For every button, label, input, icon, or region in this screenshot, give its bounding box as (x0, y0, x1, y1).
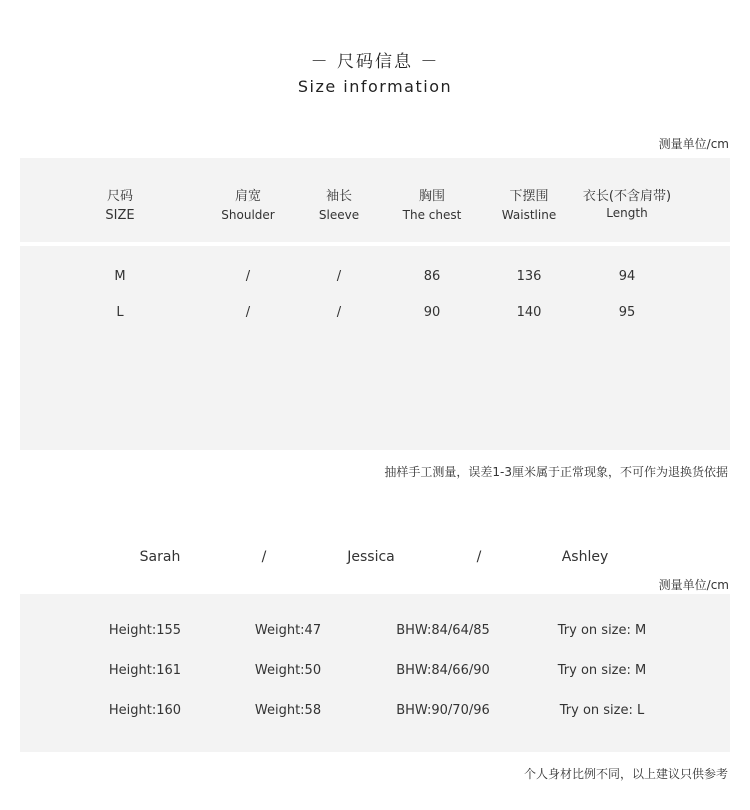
model-name-sarah: Sarah (139, 549, 181, 565)
cell-sleeve: / (336, 269, 342, 284)
col-shoulder-en: Shoulder (221, 208, 275, 222)
model-name-ashley: Ashley (561, 549, 609, 565)
cell-weight: Weight:50 (254, 663, 322, 678)
cell-try-on-size: Try on size: M (557, 663, 647, 678)
model-name-separator: / (476, 549, 482, 565)
cell-chest: 86 (423, 269, 441, 284)
model-unit-label: 测量单位/cm (658, 578, 729, 592)
table-row (0, 703, 750, 723)
col-chest-zh: 胸围 (418, 189, 445, 204)
cell-shoulder: / (245, 305, 251, 320)
col-size-en: SIZE (105, 208, 135, 223)
col-size-zh: 尺码 (106, 189, 133, 204)
col-chest-en: The chest (402, 208, 462, 222)
cell-size: L (116, 305, 124, 320)
cell-length: 95 (618, 305, 636, 320)
cell-try-on-size: Try on size: M (557, 623, 647, 638)
cell-try-on-size: Try on size: L (559, 703, 645, 718)
col-length-zh: 衣长(不含肩带) (582, 189, 672, 204)
col-sleeve-zh: 袖长 (325, 189, 352, 204)
cell-waistline: 140 (516, 305, 542, 320)
table-row (0, 305, 750, 325)
cell-shoulder: / (245, 269, 251, 284)
model-name-separator: / (261, 549, 267, 565)
cell-sleeve: / (336, 305, 342, 320)
table-row (0, 269, 750, 289)
cell-bhw: BHW:84/64/85 (396, 623, 490, 638)
cell-height: Height:160 (108, 703, 182, 718)
section-title-zh: － 尺码信息 － (310, 52, 440, 72)
reference-note: 个人身材比例不同，以上建议只供参考 (523, 767, 728, 781)
cell-bhw: BHW:84/66/90 (396, 663, 490, 678)
cell-height: Height:155 (108, 623, 182, 638)
cell-length: 94 (618, 269, 636, 284)
model-name-jessica: Jessica (347, 549, 395, 565)
cell-size: M (114, 269, 126, 284)
section-title-en: Size information (297, 77, 453, 96)
table-row (0, 623, 750, 643)
cell-bhw: BHW:90/70/96 (396, 703, 490, 718)
cell-weight: Weight:58 (254, 703, 322, 718)
col-waistline-en: Waistline (501, 208, 557, 222)
col-shoulder-zh: 肩宽 (234, 189, 261, 204)
col-sleeve-en: Sleeve (318, 208, 360, 222)
cell-waistline: 136 (516, 269, 542, 284)
measurement-note: 抽样手工测量，误差1-3厘米属于正常现象，不可作为退换货依据 (384, 465, 728, 479)
table-row (0, 663, 750, 683)
cell-weight: Weight:47 (254, 623, 322, 638)
cell-chest: 90 (423, 305, 441, 320)
size-unit-label: 测量单位/cm (658, 137, 729, 151)
col-length-en: Length (606, 206, 648, 220)
col-waistline-zh: 下摆围 (509, 189, 549, 204)
cell-height: Height:161 (108, 663, 182, 678)
